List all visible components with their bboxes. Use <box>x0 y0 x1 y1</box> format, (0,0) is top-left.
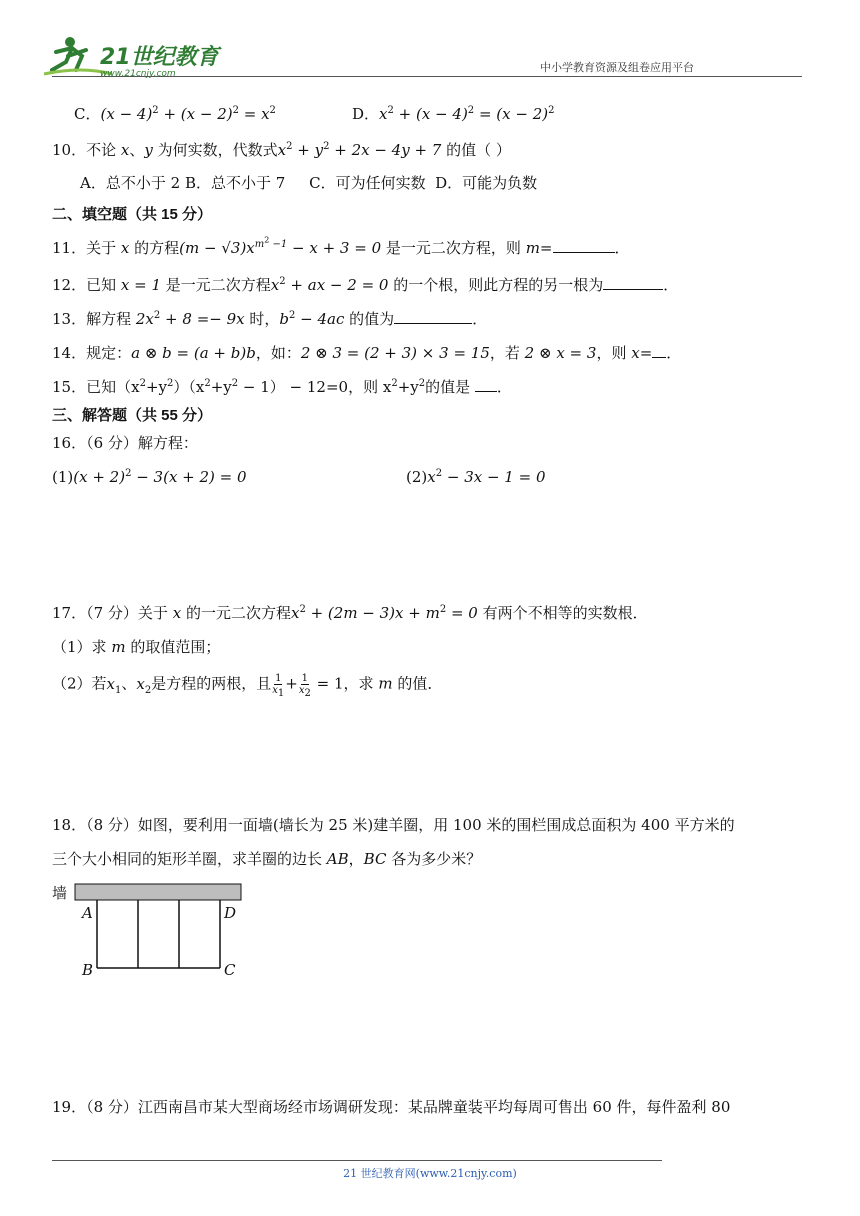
platform-name: 中小学教育资源及组卷应用平台 <box>540 61 694 74</box>
wall-label: 墙 <box>52 884 68 902</box>
point-d-label: D <box>224 904 237 922</box>
pen-outline <box>97 900 220 968</box>
footer-link[interactable]: 21 世纪教育网(www.21cnjy.com) <box>343 1167 517 1180</box>
question-13: 13．解方程 $2x^2 + 8 =- 9x$ 时，$b^2 - 4ac$ 的值为 ． <box>52 310 488 328</box>
point-a-label: A <box>82 904 93 922</box>
q17-part-1: （1）求 m 的取值范围； <box>52 638 221 656</box>
point-c-label: C <box>224 961 236 979</box>
question-19: 19．（8 分）江西南昌市某大型商场经市场调研发现：某品牌童装平均每周可售出 60 件，每件盈利 80 <box>52 1098 731 1116</box>
q17-part-2: （2）若$x_1$、$x_2$是方程的两根，且 $\frac{1}{x_1}$ + $\frac{1}{x_2}$ = 1，求 m 的值． <box>52 673 443 699</box>
section-3-title: 三、解答题（共 55 分） <box>52 407 213 424</box>
question-10: 10．不论 x、y 为何实数，代数式$x^2 + y^2 + 2x - 4y + 7$ 的值（ ） <box>52 141 511 159</box>
question-11: 11．关于 x 的方程$(m - √3)x^{m^2 -1} - x + 3 = 0$ 是一元二次方程，则 m= ． <box>52 235 630 257</box>
q16-part-1: $(1)(x + 2)^2 - 3(x + 2) = 0$ <box>52 468 247 486</box>
question-12: 12．已知 x = 1 是一元二次方程$x^2$ + ax − 2 = 0 的一个根，则此方程的另一根为 ． <box>52 276 679 294</box>
logo-text: 21世纪教育 <box>100 45 219 70</box>
question-18: 18．（8 分）如图，要利用一面墙(墙长为 25 米)建羊圈，用 100 米的围栏围成总面积为 400 平方米的 <box>52 816 735 834</box>
site-logo <box>42 30 232 82</box>
section-2-title: 二、填空题（共 15 分） <box>52 206 213 223</box>
question-15: 15．已知$(x^2+y^2)(x^2+y^2 - 1) - 12=0$，则 $x^2+y^2$的值是 ． <box>52 378 512 396</box>
q18-line-2: 三个大小相同的矩形羊圈，求羊圈的边长 AB，BC 各为多少米？ <box>52 850 482 868</box>
q9-option-d: D．$x^2 + (x - 4)^2 = (x - 2)^2$ <box>352 105 555 123</box>
point-b-label: B <box>82 961 94 979</box>
question-17: 17．（7 分）关于 x 的一元二次方程$x^2 + (2m - 3)x + m^2 = 0$ 有两个不相等的实数根． <box>52 604 648 622</box>
q16-part-2: $(2)x^2 - 3x - 1 = 0$ <box>406 468 546 486</box>
question-16: 16．（6 分）解方程： <box>52 434 198 452</box>
header-divider <box>52 76 802 77</box>
logo-url-text: www.21cnjy.com <box>100 69 176 79</box>
q10-options: A．总不小于 2 B．总不小于 7 C．可为任何实数 D．可能为负数 <box>80 174 538 192</box>
question-14: 14．规定：a ⊗ b = (a + b)b，如：2 ⊗ 3 = (2 + 3) × 3 = 15，若 2 ⊗ x = 3，则 x= ． <box>52 344 682 362</box>
sheep-pen-figure <box>50 878 260 983</box>
wall <box>75 884 241 900</box>
footer-divider <box>52 1160 662 1161</box>
q9-option-c: C．$(x - 4)^2 + (x - 2)^2 = x^2$ <box>74 105 276 123</box>
